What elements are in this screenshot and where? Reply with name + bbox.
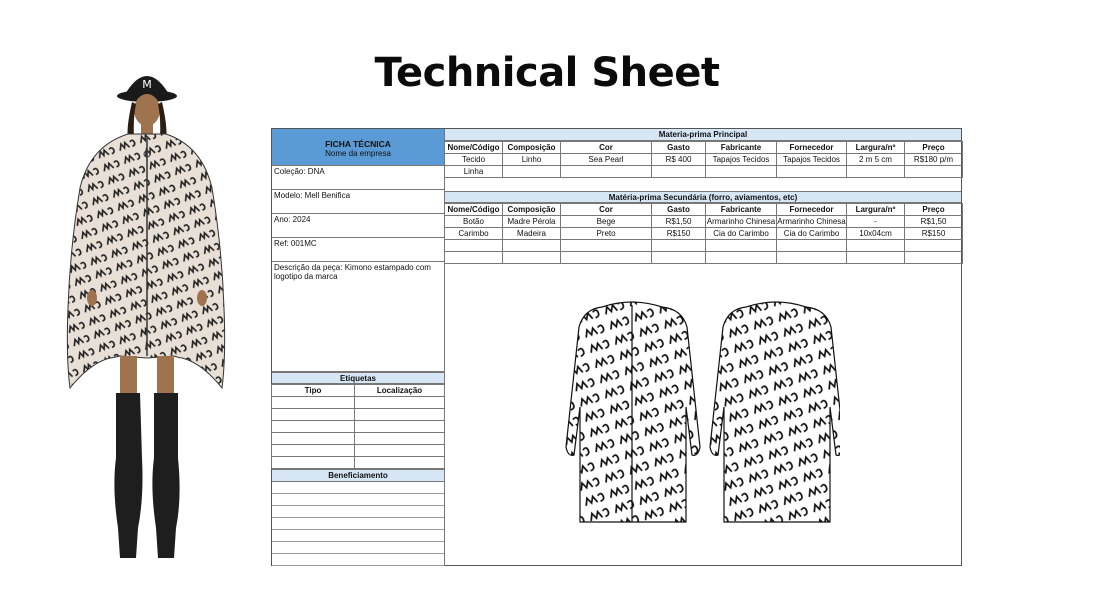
primary-cell[interactable]: Linho (503, 154, 561, 166)
ref-field: Ref: 001MC (272, 238, 444, 262)
secondary-col-header: Nome/Código (445, 204, 503, 216)
etiquetas-col-tipo: Tipo (272, 385, 355, 397)
primary-title: Materia-prima Principal (445, 129, 961, 141)
secondary-cell[interactable]: 10x04cm (847, 228, 905, 240)
secondary-cell[interactable] (561, 252, 652, 264)
secondary-cell[interactable]: - (847, 216, 905, 228)
sheet-header-subtitle: Nome da empresa (325, 149, 391, 158)
secondary-cell[interactable]: R$1,50 (905, 216, 963, 228)
etiquetas-table (271, 384, 445, 469)
page-title: Technical Sheet (374, 50, 720, 96)
primary-col-header: Fornecedor (777, 142, 847, 154)
etiquetas-cell[interactable] (272, 421, 355, 433)
secondary-col-header: Preço (905, 204, 963, 216)
primary-cell[interactable]: Tapajos Tecidos (706, 154, 777, 166)
secondary-cell[interactable]: R$150 (905, 228, 963, 240)
etiquetas-cell[interactable] (355, 457, 445, 469)
primary-cell[interactable]: R$ 400 (652, 154, 706, 166)
beneficiamento-lines (272, 482, 444, 566)
etiquetas-col-localizacao: Localização (355, 385, 445, 397)
sheet-header-title: FICHA TÉCNICA (325, 139, 391, 149)
primary-col-header: Cor (561, 142, 652, 154)
technical-sheet (271, 128, 962, 566)
primary-cell[interactable]: R$180 p/m (905, 154, 963, 166)
table-row (445, 154, 963, 166)
secondary-cell[interactable] (777, 240, 847, 252)
table-row (445, 240, 963, 252)
secondary-cell[interactable] (905, 252, 963, 264)
front-view-sketch (566, 302, 700, 522)
beneficiamento-title: Beneficiamento (272, 469, 444, 482)
secondary-cell[interactable]: Preto (561, 228, 652, 240)
etiquetas-cell[interactable] (272, 445, 355, 457)
secondary-title: Matéria-prima Secundária (forro, aviamentos, etc) (445, 191, 961, 203)
garment-flat-sketches (560, 297, 840, 537)
etiquetas-cell[interactable] (355, 433, 445, 445)
secondary-cell[interactable]: R$150 (652, 228, 706, 240)
right-boot (152, 393, 179, 558)
primary-cell[interactable]: Sea Pearl (561, 154, 652, 166)
etiquetas-title: Etiquetas (272, 372, 444, 384)
etiquetas-cell[interactable] (355, 397, 445, 409)
ano-field: Ano: 2024 (272, 214, 444, 238)
etiquetas-cell[interactable] (272, 409, 355, 421)
secondary-col-header: Fabricante (706, 204, 777, 216)
back-view-sketch (710, 302, 840, 522)
primary-cell[interactable] (503, 166, 561, 178)
primary-col-header: Fabricante (706, 142, 777, 154)
secondary-cell[interactable] (652, 252, 706, 264)
primary-cell[interactable] (777, 166, 847, 178)
sheet-header (272, 129, 444, 166)
primary-cell[interactable] (652, 166, 706, 178)
etiquetas-cell[interactable] (355, 445, 445, 457)
secondary-cell[interactable]: R$1,50 (652, 216, 706, 228)
primary-col-header: Largura/nº (847, 142, 905, 154)
secondary-cell[interactable]: Armarinho Chinesa (706, 216, 776, 226)
primary-cell[interactable] (847, 166, 905, 178)
primary-col-header: Nome/Código (445, 142, 503, 154)
etiquetas-cell[interactable] (272, 457, 355, 469)
secondary-cell[interactable] (445, 252, 503, 264)
primary-col-header: Preço (905, 142, 963, 154)
descricao-field: Descrição da peça: Kimono estampado com logotipo da marca (272, 262, 444, 372)
secondary-cell[interactable] (847, 240, 905, 252)
secondary-cell[interactable] (706, 240, 777, 252)
secondary-cell[interactable] (561, 240, 652, 252)
table-row (445, 252, 963, 264)
kimono-coat (67, 134, 224, 388)
secondary-materials-table (444, 203, 963, 264)
secondary-col-header: Gasto (652, 204, 706, 216)
secondary-col-header: Fornecedor (777, 204, 847, 216)
primary-cell[interactable]: Linha (445, 166, 503, 178)
modelo-field: Modelo: Mell Benifica (272, 190, 444, 214)
colecao-field: Coleção: DNA (272, 166, 444, 190)
table-row (445, 228, 963, 240)
primary-cell[interactable]: 2 m 5 cm (847, 154, 905, 166)
secondary-cell[interactable] (706, 252, 777, 264)
primary-col-header: Composição (503, 142, 561, 154)
secondary-cell[interactable] (905, 240, 963, 252)
etiquetas-cell[interactable] (272, 397, 355, 409)
secondary-cell[interactable] (847, 252, 905, 264)
left-boot (114, 393, 142, 558)
secondary-cell[interactable]: Madeira (503, 228, 561, 240)
secondary-cell[interactable] (503, 252, 561, 264)
secondary-cell[interactable]: Carimbo (445, 228, 503, 240)
etiquetas-cell[interactable] (355, 409, 445, 421)
secondary-cell[interactable]: Cia do Carimbo (706, 228, 777, 240)
primary-materials-table (444, 141, 963, 178)
secondary-cell[interactable] (445, 240, 503, 252)
secondary-cell[interactable]: Botão (445, 216, 503, 228)
secondary-cell[interactable]: Bege (561, 216, 652, 228)
table-row (445, 216, 963, 228)
secondary-col-header: Largura/nº (847, 204, 905, 216)
secondary-cell[interactable]: Cia do Carimbo (777, 228, 847, 240)
table-row (445, 166, 963, 178)
secondary-col-header: Cor (561, 204, 652, 216)
secondary-col-header: Composição (503, 204, 561, 216)
secondary-cell[interactable] (652, 240, 706, 252)
secondary-cell[interactable]: Armarinho Chinesa (777, 216, 846, 226)
primary-cell[interactable]: Tapajos Tecidos (777, 154, 847, 166)
primary-cell[interactable]: Tecido (445, 154, 503, 166)
primary-cell[interactable] (905, 166, 963, 178)
secondary-cell[interactable] (503, 240, 561, 252)
secondary-cell[interactable]: Madre Pérola (503, 216, 561, 228)
primary-cell[interactable] (561, 166, 652, 178)
hat-logo: M (142, 78, 152, 91)
primary-col-header: Gasto (652, 142, 706, 154)
etiquetas-cell[interactable] (355, 421, 445, 433)
secondary-cell[interactable] (777, 252, 847, 264)
model-illustration (62, 58, 232, 568)
etiquetas-cell[interactable] (272, 433, 355, 445)
primary-cell[interactable] (706, 166, 777, 178)
